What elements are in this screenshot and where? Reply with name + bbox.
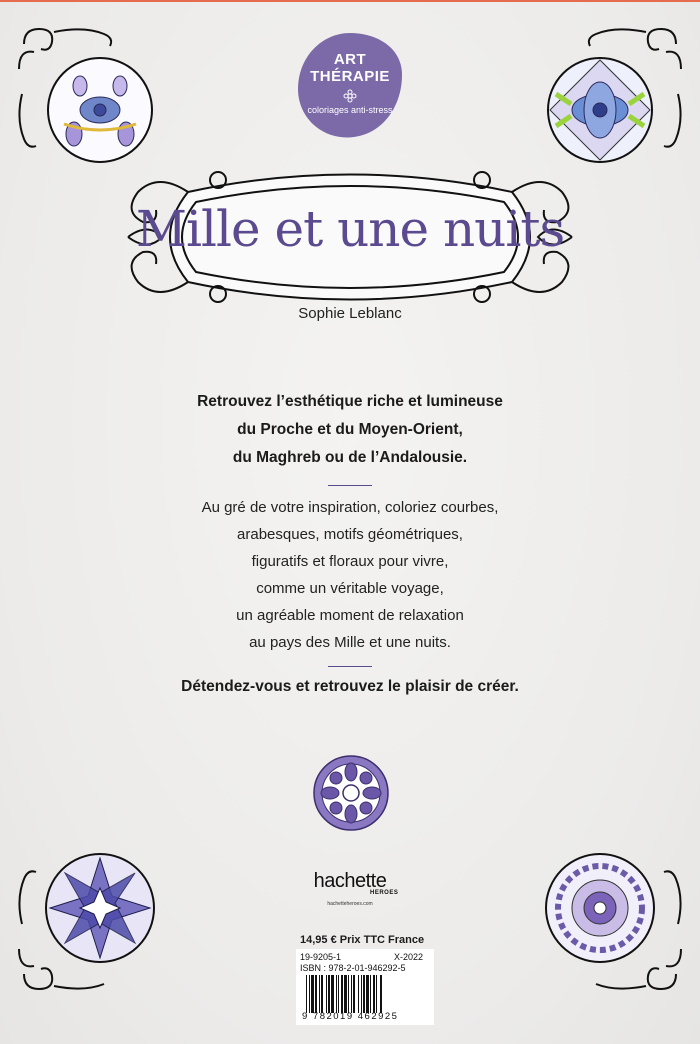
badge-line-2: THÉRAPIE [310, 68, 390, 85]
badge-subtitle: coloriages anti-stress [307, 105, 393, 115]
publisher-name: hachette [313, 870, 387, 892]
product-ref: X-2022 [394, 952, 424, 962]
barcode-bar [370, 975, 371, 1013]
barcode-bar [315, 975, 317, 1013]
closing-line: Détendez-vous et retrouvez le plaisir de créer. [181, 678, 519, 695]
rosette-ornament [312, 754, 390, 832]
barcode-number: 9 782019 462925 [302, 1011, 399, 1022]
barcode-bar [326, 975, 327, 1013]
barcode-bar [358, 975, 359, 1013]
barcode-bar [366, 975, 369, 1013]
intro-paragraph [0, 388, 700, 472]
separator-line [328, 666, 372, 667]
barcode-bar [380, 975, 382, 1013]
floral-medallion-top-left [14, 24, 164, 174]
art-therapie-badge [294, 29, 406, 141]
description-paragraph [0, 494, 700, 656]
barcode-bar [319, 975, 320, 1013]
body-line: arabesques, motifs géométriques, [237, 526, 463, 543]
separator-line [328, 485, 372, 486]
intro-line: du Proche et du Moyen-Orient, [237, 421, 463, 438]
flower-icon [343, 89, 357, 103]
body-line: un agréable moment de relaxation [236, 607, 464, 624]
barcode-block [296, 949, 434, 1025]
barcode-bars [306, 975, 430, 1013]
publisher-imprint: HEROES [370, 890, 399, 896]
badge-background [294, 29, 406, 141]
barcode-bar [331, 975, 334, 1013]
book-title: Mille et une nuits [135, 200, 565, 258]
barcode-bar [309, 975, 310, 1013]
barcode-bar [328, 975, 330, 1013]
intro-line: Retrouvez l’esthétique riche et lumineuse [197, 393, 503, 410]
product-code: 19-9205-1 [300, 952, 342, 962]
barcode-bar [353, 975, 355, 1013]
intro-line: du Maghreb ou de l’Andalousie. [232, 449, 468, 466]
publisher-url: hachetteheroes.com [327, 901, 373, 907]
floral-medallion-top-right [536, 24, 686, 174]
body-line: au pays des Mille et une nuits. [249, 634, 451, 651]
barcode-bar [376, 975, 377, 1013]
mandala-medallion-bottom-right [536, 844, 686, 994]
publisher-logo [0, 870, 700, 893]
body-line: figuratifs et floraux pour vivre, [251, 553, 449, 570]
barcode-bar [338, 975, 339, 1013]
author-name: Sophie Leblanc [298, 305, 402, 322]
barcode-bar [363, 975, 365, 1013]
barcode-bar [351, 975, 352, 1013]
badge-line-1: ART [333, 51, 367, 68]
barcode-bar [373, 975, 375, 1013]
barcode-bar [336, 975, 337, 1013]
price-label: 14,95 € Prix TTC France [300, 934, 425, 946]
barcode-bar [306, 975, 307, 1013]
star-medallion-bottom-left [14, 844, 164, 994]
body-line: Au gré de votre inspiration, coloriez courbes, [201, 499, 499, 516]
isbn-text: ISBN : 978-2-01-946292-5 [300, 963, 406, 973]
barcode-bar [361, 975, 362, 1013]
body-line: comme un véritable voyage, [256, 580, 444, 597]
barcode-bar [344, 975, 347, 1013]
barcode-bar [341, 975, 343, 1013]
barcode-bar [348, 975, 349, 1013]
barcode-bar [311, 975, 314, 1013]
barcode-bar [321, 975, 323, 1013]
